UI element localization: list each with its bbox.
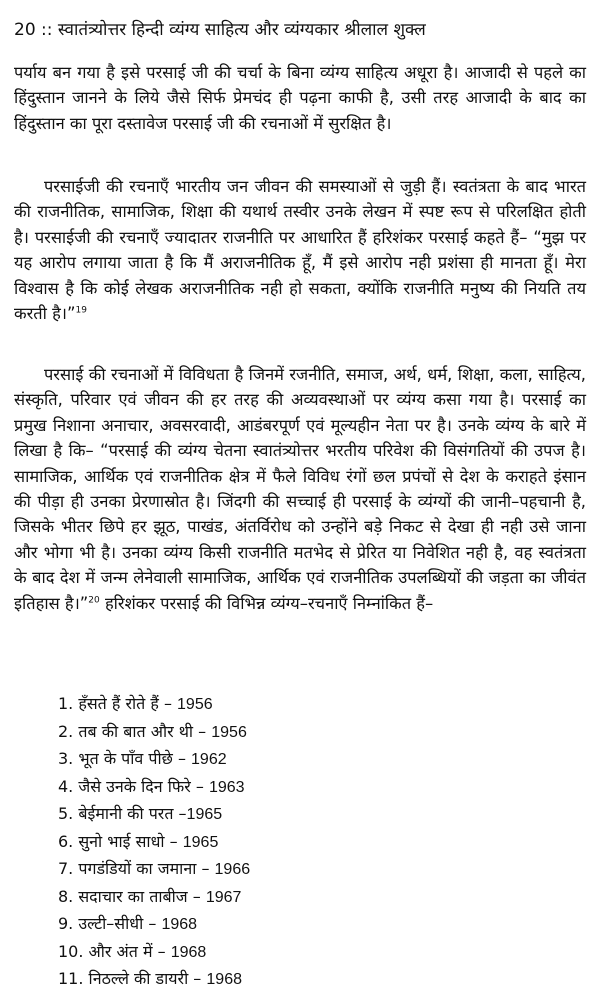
work-year: 1962	[191, 751, 227, 768]
item-number: 11.	[58, 969, 84, 988]
work-title: तब की बात और थी	[78, 721, 194, 741]
work-title: बेईमानी की परत	[78, 804, 174, 823]
item-dash: –	[164, 831, 183, 851]
item-dash: –	[193, 721, 212, 741]
work-title: सदाचार का ताबीज	[78, 886, 188, 906]
item-number: 2.	[58, 721, 74, 741]
running-header	[14, 18, 586, 42]
header-separator: ::	[35, 20, 58, 40]
paragraph-1-text: पर्याय बन गया है इसे परसाई जी की चर्चा के बिना व्यंग्य साहित्य अधूरा है। आजादी से पहले का हिंदुस्तान जानने के लिये जैसे सिर्फ प्रेमचंद ही पढ़ना काफी है, उसी तरह आजादी के बाद का हिंदुस्तान का पूरा दस्तावेज परसाई जी की रचनाओं में सुरक्षित है।	[14, 63, 586, 133]
footnote-ref-19: 19	[75, 305, 87, 316]
works-list	[58, 690, 578, 993]
item-number: 7.	[58, 859, 74, 878]
list-item	[58, 800, 578, 828]
work-title: निठल्ले की डायरी	[88, 969, 189, 988]
page-number: 20	[14, 20, 36, 40]
item-dash: –	[196, 859, 215, 878]
item-number: 6.	[58, 831, 74, 851]
list-item	[58, 773, 578, 801]
list-item	[58, 910, 578, 938]
list-item	[58, 938, 578, 966]
item-dash: –	[187, 886, 206, 906]
work-year: 1968	[161, 916, 198, 933]
item-dash: –	[188, 969, 207, 988]
item-dash: –	[190, 776, 209, 796]
paragraph-3-tail: हरिशंकर परसाई की विभिन्न व्यंग्य–रचनाएँ निम्नांकित हैं–	[99, 593, 434, 613]
item-dash: –	[152, 941, 171, 961]
footnote-ref-20: 20	[88, 595, 100, 606]
work-year: 1963	[208, 778, 245, 796]
list-item	[58, 690, 578, 718]
paragraph-2-text: परसाईजी की रचनाएँ भारतीय जन जीवन की समस्याओं से जुड़ी हैं। स्वतंत्रता के बाद भारत की राजनीतिक, सामाजिक, शिक्षा की यथार्थ तस्वीर उनके लेखन में स्पष्ट रूप से परिलक्षित होती है। परसाईजी की रचनाएँ ज्यादातर राजनीति पर आधारित हैं हरिशंकर परसाई कहते हैं– “मुझ पर यह आरोप लगाया जाता है कि मैं अराजनीतिक हूँ, मैं इसे आरोप नही प्रशंसा ही मानता हूँ। मेरा विश्वास है कि कोई लेखक अराजनीतिक नही हो सकता, क्योंकि राजनीति मनुष्य की नियति तय करती है।”	[14, 177, 586, 324]
work-year: 1965	[182, 833, 219, 851]
item-number: 3.	[58, 749, 74, 768]
list-item	[58, 828, 578, 856]
work-year: 1968	[206, 971, 242, 988]
work-year: 1966	[214, 861, 251, 878]
list-item	[58, 883, 578, 911]
list-item	[58, 855, 578, 883]
list-item	[58, 718, 578, 746]
list-item	[58, 965, 578, 993]
work-year: 1968	[170, 943, 207, 961]
work-title: सुनो भाई साधो	[78, 831, 165, 851]
list-item	[58, 745, 578, 773]
work-title: भूत के पाँव पीछे	[78, 749, 173, 768]
work-title: और अंत में	[88, 941, 153, 961]
item-dash: –	[173, 804, 187, 823]
item-number: 9.	[58, 914, 74, 933]
work-title: उल्टी–सीधी	[78, 914, 144, 933]
item-number: 8.	[58, 886, 74, 906]
work-title: जैसे उनके दिन फिरे	[78, 776, 191, 796]
item-dash: –	[143, 914, 162, 933]
work-year: 1956	[211, 723, 247, 741]
paragraph-1	[14, 60, 586, 136]
item-dash: –	[158, 694, 178, 713]
book-title: स्वातंत्र्योत्तर हिन्दी व्यंग्य साहित्य और व्यंग्यकार श्रीलाल शुक्ल	[57, 20, 426, 40]
paragraph-3-text: परसाई की रचनाओं में विविधता है जिनमें रजनीति, समाज, अर्थ, धर्म, शिक्षा, कला, साहित्य, संस्कृति, परिवार एवं जीवन की हर तरह की अव्यवस्थाओं पर व्यंग्य कसा गया है। परसाई का प्रमुख निशाना अनाचार, अवसरवादी, आडंबरपूर्ण एवं मूल्यहीन नेता पर है। उनके व्यंग्य के बारे में लिखा है कि– “परसाई की व्यंग्य चेतना स्वातंत्र्योत्तर भरतीय परिवेश की विसंगतियों की उपज है। सामाजिक, आर्थिक एवं राजनीतिक क्षेत्र में फैले विविध रंगों छल प्रपंचों से देश के कराहते इंसान की पीड़ा ही उनका प्रेरणास्रोत है। जिंदगी की सच्चाई ही परसाई के व्यंग्यों की जानी–पहचानी है, जिसके भीतर छिपे हर झूठ, पाखंड, अंतर्विरोध को उन्होंने बड़े निकट से देखा ही नही उसे जाना और भोगा भी है। उनका व्यंग्य किसी राजनीति मतभेद से प्रेरित या निवेशित नही है, वह स्वतंत्रता के बाद देश में जन्म लेनेवाली सामाजिक, आर्थिक एवं राजनीतिक उपलब्धियों की जड़ता का जीवंत इतिहास है।”	[14, 365, 586, 613]
work-year: 1956	[177, 696, 213, 713]
work-year: 1967	[205, 888, 242, 906]
item-number: 10.	[58, 941, 84, 961]
item-dash: –	[172, 749, 192, 768]
item-number: 5.	[58, 804, 74, 823]
item-number: 1.	[58, 694, 74, 713]
paragraph-2	[14, 174, 586, 326]
work-year: 1965	[186, 806, 223, 823]
work-title: पगडंडियों का जमाना	[78, 859, 197, 878]
item-number: 4.	[58, 776, 74, 796]
paragraph-3	[14, 362, 586, 616]
work-title: हँसते हैं रोते हैं	[78, 694, 159, 713]
